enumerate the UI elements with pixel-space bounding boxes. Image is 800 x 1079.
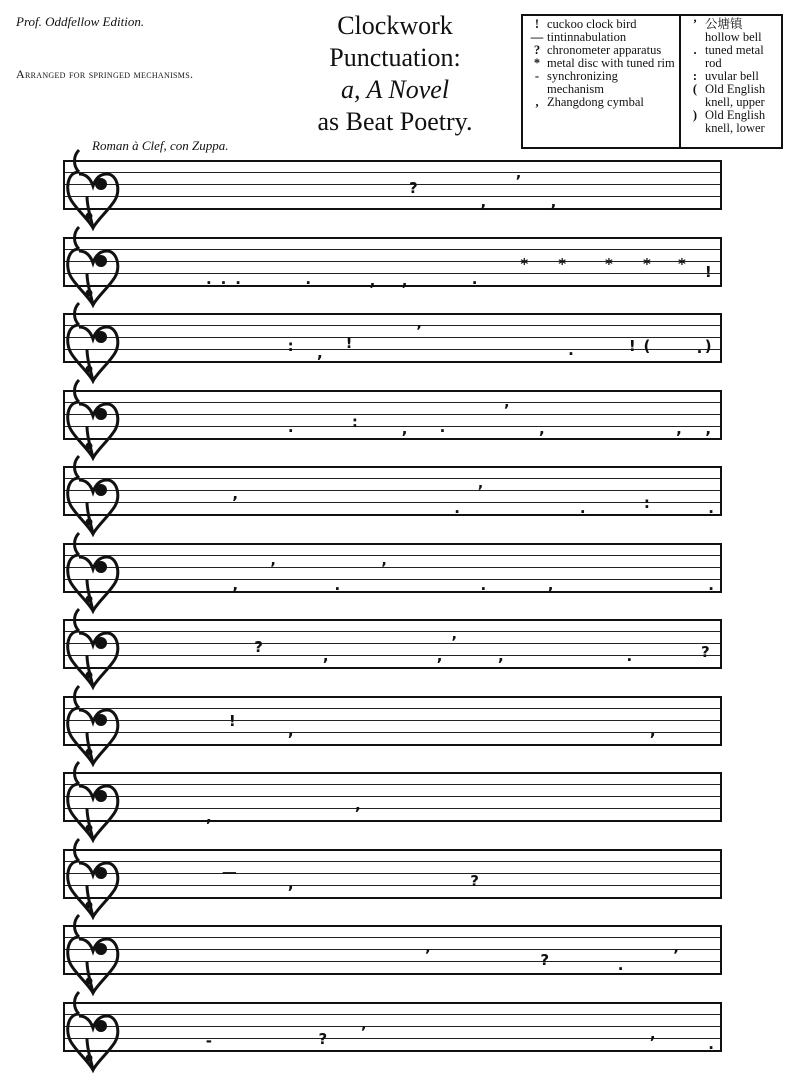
punctuation-mark: : bbox=[351, 413, 358, 432]
legend-entry bbox=[685, 109, 777, 135]
staff-line bbox=[63, 273, 722, 274]
punctuation-mark: , bbox=[676, 420, 682, 439]
heart-clef-icon bbox=[65, 376, 127, 462]
heart-clef-icon bbox=[65, 529, 127, 615]
staff-6 bbox=[63, 543, 722, 594]
punctuation-mark: — bbox=[221, 862, 237, 881]
punctuation-mark: , bbox=[232, 484, 239, 503]
staff-line bbox=[63, 390, 722, 392]
punctuation-mark: , bbox=[317, 343, 323, 362]
page-title bbox=[286, 10, 504, 138]
punctuation-mark: , bbox=[369, 272, 376, 291]
heart-clef-icon bbox=[65, 146, 127, 232]
punctuation-mark: . bbox=[708, 575, 715, 594]
punctuation-mark: . bbox=[471, 269, 478, 288]
legend-symbol: ! bbox=[534, 17, 540, 31]
staff-line bbox=[63, 196, 722, 197]
staff-1 bbox=[63, 160, 722, 212]
staff-line bbox=[63, 885, 722, 886]
punctuation-mark: . bbox=[568, 341, 574, 360]
legend-label: 公塘镇 hollow bell bbox=[705, 17, 762, 44]
heart-clef-icon bbox=[65, 758, 127, 844]
punctuation-mark: . bbox=[708, 499, 715, 518]
punctuation-mark: . bbox=[287, 417, 294, 436]
bar-line-right bbox=[720, 313, 722, 361]
staff-line bbox=[63, 708, 722, 709]
staff-line bbox=[63, 849, 722, 851]
punctuation-mark: ? bbox=[700, 642, 710, 661]
legend-symbol: — bbox=[530, 30, 544, 44]
legend-label: Old English knell, lower bbox=[705, 108, 766, 135]
punctuation-mark: , bbox=[705, 420, 712, 439]
staff-line bbox=[63, 732, 722, 733]
staff-line bbox=[63, 337, 722, 338]
punctuation-mark: . bbox=[626, 647, 633, 666]
staff-2 bbox=[63, 237, 722, 291]
punctuation-mark: . bbox=[439, 417, 446, 436]
symbol-legend bbox=[521, 14, 783, 149]
punctuation-mark: * bbox=[678, 255, 686, 274]
staff-line bbox=[63, 744, 722, 746]
staff-line bbox=[63, 784, 722, 785]
punctuation-mark: ’ bbox=[360, 1022, 367, 1041]
bar-line-right bbox=[720, 849, 722, 897]
punctuation-mark: ? bbox=[318, 1029, 328, 1048]
legend-label: uvular bell bbox=[705, 69, 759, 83]
staff-line bbox=[63, 1026, 722, 1027]
punctuation-mark: . bbox=[617, 955, 624, 974]
heart-clef-icon bbox=[65, 911, 127, 997]
bar-line-right bbox=[720, 1002, 722, 1050]
staff-line bbox=[63, 1002, 722, 1004]
punctuation-mark: , bbox=[538, 420, 545, 439]
punctuation-mark: , bbox=[480, 193, 487, 212]
heart-clef-icon bbox=[65, 605, 127, 691]
staff-line bbox=[63, 438, 722, 440]
legend-symbol: - bbox=[534, 69, 540, 83]
staff-line bbox=[63, 567, 722, 568]
staff-line bbox=[63, 591, 722, 593]
legend-entry bbox=[685, 83, 777, 109]
punctuation-mark: , bbox=[498, 647, 504, 666]
punctuation-mark: . bbox=[454, 499, 460, 518]
legend-column-2 bbox=[681, 16, 781, 147]
staff-line bbox=[63, 514, 722, 516]
staff-line bbox=[63, 696, 722, 698]
staff-line bbox=[63, 579, 722, 580]
punctuation-mark: : bbox=[287, 336, 294, 355]
legend-label: tuned metal rod bbox=[705, 43, 764, 70]
punctuation-mark: - bbox=[205, 1032, 213, 1051]
punctuation-mark: ? bbox=[408, 178, 418, 197]
staff-11 bbox=[63, 925, 722, 973]
staff-line bbox=[63, 172, 722, 173]
staff-4 bbox=[63, 390, 722, 438]
legend-entry bbox=[685, 18, 777, 44]
legend-symbol: ) bbox=[692, 108, 698, 122]
title-line-2: Punctuation: bbox=[329, 43, 461, 72]
punctuation-mark: . bbox=[334, 575, 341, 594]
legend-label: metal disc with tuned rim bbox=[547, 56, 675, 70]
staff-line bbox=[63, 490, 722, 491]
bar-line-right bbox=[720, 466, 722, 514]
staff-line bbox=[63, 643, 722, 644]
punctuation-mark: , bbox=[322, 647, 329, 666]
punctuation-mark: , bbox=[550, 193, 557, 212]
staff-line bbox=[63, 631, 722, 632]
legend-entry bbox=[685, 44, 777, 70]
punctuation-mark: ! bbox=[628, 336, 636, 355]
punctuation-mark: , bbox=[547, 575, 554, 594]
heart-clef-icon bbox=[65, 835, 127, 921]
staff-line bbox=[63, 478, 722, 479]
staff-line bbox=[63, 237, 722, 239]
bar-line-right bbox=[720, 390, 722, 438]
heart-clef-icon bbox=[65, 223, 127, 309]
staff-line bbox=[63, 1014, 722, 1015]
staff-line bbox=[63, 325, 722, 326]
punctuation-mark: , bbox=[206, 807, 212, 826]
staff-line bbox=[63, 261, 722, 262]
staff-line bbox=[63, 208, 722, 210]
punctuation-mark: ? bbox=[254, 637, 263, 656]
punctuation-mark: . bbox=[220, 269, 227, 288]
punctuation-mark: , bbox=[287, 874, 294, 893]
punctuation-mark: . bbox=[480, 575, 487, 594]
staff-line bbox=[63, 249, 722, 250]
punctuation-mark: . bbox=[696, 339, 703, 357]
staff-line bbox=[63, 949, 722, 950]
bar-line-right bbox=[720, 543, 722, 591]
staff-line bbox=[63, 349, 722, 350]
punctuation-mark: , bbox=[649, 721, 656, 740]
punctuation-mark: * bbox=[605, 255, 613, 274]
staff-3 bbox=[63, 313, 722, 361]
punctuation-mark: ’ bbox=[270, 558, 277, 577]
punctuation-mark: ) bbox=[704, 336, 712, 355]
subtitle: Roman à Clef, con Zuppa. bbox=[92, 138, 229, 153]
staff-line bbox=[63, 619, 722, 621]
punctuation-mark: , bbox=[287, 721, 294, 740]
punctuation-mark: ’ bbox=[381, 558, 387, 577]
punctuation-mark: ? bbox=[470, 872, 479, 891]
staff-line bbox=[63, 1050, 722, 1052]
staff-line bbox=[63, 796, 722, 797]
punctuation-mark: , bbox=[649, 1025, 656, 1044]
punctuation-mark: ! bbox=[228, 711, 236, 730]
punctuation-mark: ’ bbox=[673, 946, 679, 965]
legend-label: Zhangdong cymbal bbox=[547, 95, 644, 109]
punctuation-mark: , bbox=[436, 647, 443, 666]
bar-line-right bbox=[720, 619, 722, 667]
staff-line bbox=[63, 873, 722, 874]
legend-symbol: ( bbox=[692, 82, 698, 96]
legend-symbol: ? bbox=[533, 43, 541, 57]
heart-clef-icon bbox=[65, 682, 127, 768]
staff-line bbox=[63, 285, 722, 287]
staff-line bbox=[63, 937, 722, 938]
staff-line bbox=[63, 925, 722, 927]
punctuation-mark: ? bbox=[540, 951, 550, 969]
punctuation-mark: ’ bbox=[451, 633, 458, 651]
punctuation-mark: . bbox=[235, 269, 241, 288]
punctuation-mark: , bbox=[401, 272, 408, 291]
heart-clef-icon bbox=[65, 452, 127, 538]
punctuation-mark: * bbox=[520, 255, 529, 274]
punctuation-mark: , bbox=[232, 575, 239, 594]
legend-label: Old English knell, upper bbox=[705, 82, 766, 109]
legend-label: synchronizing mechanism bbox=[547, 69, 618, 96]
staff-line bbox=[63, 897, 722, 899]
punctuation-mark: . bbox=[579, 499, 586, 518]
staff-8 bbox=[63, 696, 722, 744]
staff-line bbox=[63, 1038, 722, 1039]
staff-line bbox=[63, 426, 722, 427]
staff-line bbox=[63, 402, 722, 403]
staff-10 bbox=[63, 849, 722, 897]
staff-line bbox=[63, 655, 722, 656]
staff-line bbox=[63, 861, 722, 862]
bar-line-right bbox=[720, 772, 722, 820]
legend-entry bbox=[527, 96, 675, 109]
punctuation-mark: ’ bbox=[477, 482, 484, 501]
punctuation-mark: ’ bbox=[515, 171, 522, 190]
title-line-4: as Beat Poetry. bbox=[317, 107, 473, 136]
staff-line bbox=[63, 808, 722, 809]
legend-column-1 bbox=[523, 16, 681, 147]
arranged-note: Arranged for springed mechanisms. bbox=[16, 67, 194, 81]
punctuation-mark: ’ bbox=[425, 946, 431, 965]
staff-line bbox=[63, 184, 722, 185]
punctuation-mark: . bbox=[305, 269, 312, 288]
punctuation-mark: , bbox=[401, 420, 408, 439]
legend-label: tintinnabulation bbox=[547, 30, 627, 44]
bar-line-right bbox=[720, 925, 722, 973]
bar-line-right bbox=[720, 237, 722, 285]
punctuation-mark: * bbox=[642, 255, 651, 274]
staff-line bbox=[63, 543, 722, 545]
staff-line bbox=[63, 772, 722, 774]
bar-line-right bbox=[720, 160, 722, 208]
title-line-3: a, A Novel bbox=[340, 75, 450, 104]
punctuation-mark: : bbox=[643, 494, 650, 513]
legend-symbol: * bbox=[533, 56, 541, 70]
punctuation-mark: ’ bbox=[416, 322, 423, 341]
legend-symbol: : bbox=[692, 69, 698, 83]
staff-line bbox=[63, 720, 722, 721]
legend-symbol: ’ bbox=[692, 17, 698, 31]
staff-line bbox=[63, 361, 722, 363]
bar-line-right bbox=[720, 696, 722, 744]
heart-clef-icon bbox=[65, 988, 127, 1074]
punctuation-mark: ( bbox=[643, 336, 651, 355]
staff-7 bbox=[63, 619, 722, 667]
staff-line bbox=[63, 414, 722, 415]
staff-line bbox=[63, 466, 722, 468]
punctuation-mark: . bbox=[708, 1034, 715, 1053]
heart-clef-icon bbox=[65, 299, 127, 385]
punctuation-mark: ! bbox=[345, 334, 353, 353]
punctuation-mark: ’ bbox=[503, 401, 510, 420]
staff-9 bbox=[63, 772, 722, 826]
punctuation-mark: ! bbox=[704, 262, 712, 281]
legend-symbol: . bbox=[693, 43, 697, 57]
staff-5 bbox=[63, 466, 722, 518]
staff-line bbox=[63, 313, 722, 315]
legend-symbol: , bbox=[535, 95, 539, 109]
edition-label: Prof. Oddfellow Edition. bbox=[16, 14, 145, 29]
punctuation-mark: . bbox=[206, 269, 212, 288]
staff-line bbox=[63, 667, 722, 669]
staff-line bbox=[63, 820, 722, 822]
staff-12 bbox=[63, 1002, 722, 1053]
title-line-1: Clockwork bbox=[337, 11, 453, 40]
punctuation-mark: * bbox=[558, 255, 567, 274]
legend-label: chronometer apparatus bbox=[547, 43, 662, 57]
legend-label: cuckoo clock bird bbox=[547, 17, 637, 31]
punctuation-mark: , bbox=[354, 795, 361, 814]
staff-line bbox=[63, 160, 722, 162]
staff-line bbox=[63, 555, 722, 556]
staff-line bbox=[63, 502, 722, 503]
legend-entry bbox=[527, 70, 675, 96]
